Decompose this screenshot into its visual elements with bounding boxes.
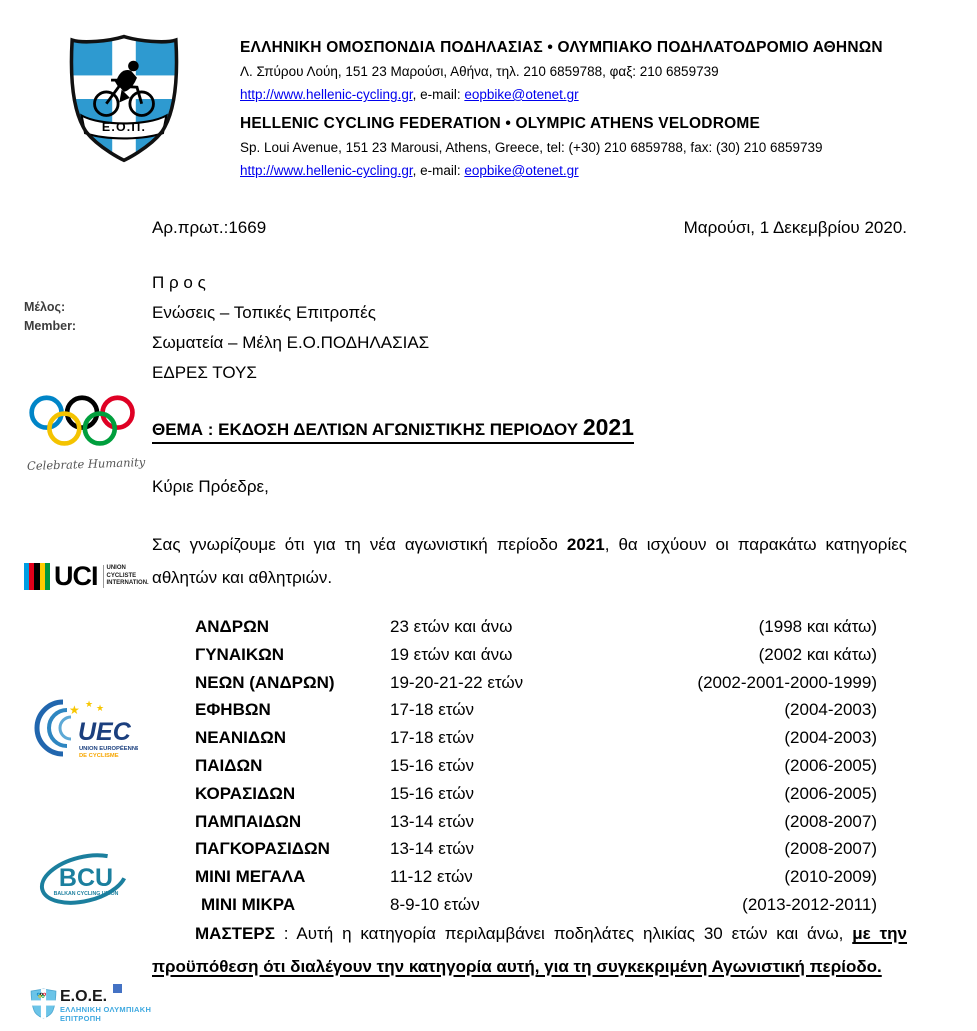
eoe-shield-icon (30, 988, 57, 1019)
website-link-greek[interactable]: http://www.hellenic-cycling.gr (240, 87, 413, 102)
category-age: 23 ετών και άνω (390, 617, 513, 636)
member-label-english: Member: (24, 319, 77, 333)
category-years: (1998 και κάτω) (758, 617, 877, 636)
eoe-subtitle-line1: ΕΛΛΗΝΙΚΗ ΟΛΥΜΠΙΑΚΗ (60, 1005, 152, 1014)
federation-address-english: Sp. Loui Avenue, 151 23 Marousi, Athens, Greece, tel: (+30) 210 6859788, fax: (30) 210 6859739 (240, 140, 823, 155)
category-name: ΜΙΝΙ ΜΕΓΑΛΑ (195, 867, 306, 887)
bcu-logo (36, 850, 136, 912)
uec-acronym: UEC (78, 718, 131, 746)
protocol-number: Αρ.πρωτ.:1669 (152, 218, 267, 237)
eoe-subtitle-line2: ΕΠΙΤΡΟΠΗ (60, 1014, 102, 1023)
category-years: (2006-2005) (784, 783, 877, 803)
member-label (24, 298, 76, 336)
svg-text:★: ★ (69, 703, 80, 717)
table-row (152, 752, 907, 780)
category-name: ΠΑΙΔΩΝ (195, 755, 263, 775)
website-link-english[interactable]: http://www.hellenic-cycling.gr (240, 163, 413, 178)
category-name: ΠΑΜΠΑΙΔΩΝ (195, 811, 302, 831)
category-years: (2006-2005) (784, 755, 877, 775)
categories-table (152, 613, 907, 919)
table-row (152, 891, 907, 919)
category-name: ΕΦΗΒΩΝ (195, 700, 271, 720)
category-years: (2004-2003) (784, 700, 877, 720)
recipient-block (152, 268, 429, 388)
category-years: (2013-2012-2011) (742, 894, 877, 914)
category-years: (2004-2003) (784, 728, 877, 748)
recipient-line: Ενώσεις – Τοπικές Επιτροπές (152, 303, 376, 322)
member-label-greek: Μέλος: (24, 300, 66, 314)
eoe-acronym: Ε.Ο.Ε. (60, 988, 108, 1005)
intro-paragraph: Σας γνωρίζουμε ότι για τη νέα αγωνιστική περίοδο 2021, θα ισχύουν οι παρακάτω κατηγορίες αθλητών και αθλητριών. (152, 535, 907, 587)
category-years: (2002 και κάτω) (758, 644, 877, 664)
uec-subtitle-line1: UNION EUROPÉENNE (79, 746, 138, 752)
table-row (152, 835, 907, 863)
category-name: ΓΥΝΑΙΚΩΝ (195, 644, 285, 664)
olympic-rings-logo (26, 393, 146, 474)
category-name: ΑΝΔΡΩΝ (195, 617, 270, 636)
category-age: 15-16 ετών (390, 783, 475, 803)
category-age: 13-14 ετών (390, 839, 475, 859)
recipient-line: Σωματεία – Μέλη Ε.Ο.ΠΟΔΗΛΑΣΙΑΣ (152, 333, 430, 352)
table-row (152, 808, 907, 836)
uci-logo (24, 563, 149, 590)
federation-address-greek: Λ. Σπύρου Λούη, 151 23 Μαρούσι, Αθήνα, τηλ. 210 6859788, φαξ: 210 6859739 (240, 64, 719, 79)
table-row (152, 669, 907, 697)
email-separator: , e-mail: (412, 87, 465, 102)
email-separator: , e-mail: (412, 163, 465, 178)
category-name: ΚΟΡΑΣΙΔΩΝ (195, 783, 296, 803)
greeting: Κύριε Πρόεδρε, (152, 477, 269, 496)
category-age: 19 ετών και άνω (390, 644, 513, 664)
uec-subtitle-line2: DE CYCLISME (79, 753, 119, 759)
to-label: Π ρ ο ς (152, 273, 206, 292)
category-name: ΝΕΑΝΙΔΩΝ (195, 728, 287, 748)
celebrate-humanity-caption: Celebrate Humanity (26, 454, 146, 474)
recipient-line: ΕΔΡΕΣ ΤΟΥΣ (152, 363, 257, 382)
category-age: 15-16 ετών (390, 755, 475, 775)
category-age: 17-18 ετών (390, 700, 475, 720)
category-years: (2002-2001-2000-1999) (697, 672, 877, 692)
bcu-acronym: BCU (58, 864, 114, 892)
category-age: 17-18 ετών (390, 728, 475, 748)
uci-acronym: UCI (54, 561, 98, 591)
category-name: ΠΑΓΚΟΡΑΣΙΔΩΝ (195, 839, 330, 859)
subject-text: ΘΕΜΑ : ΕΚΔΟΣΗ ΔΕΛΤΙΩΝ ΑΓΩΝΙΣΤΙΚΗΣ ΠΕΡΙΟΔΟΥ (152, 420, 583, 439)
email-link-greek[interactable]: eopbike@otenet.gr (464, 87, 579, 102)
svg-text:★: ★ (85, 699, 94, 709)
subject-line (152, 414, 634, 444)
uec-logo (33, 696, 138, 766)
table-row (152, 863, 907, 891)
table-row (152, 641, 907, 669)
olympic-rings-icon (27, 393, 139, 451)
category-years: (2008-2007) (784, 839, 877, 859)
bcu-subtitle: BALKAN CYCLING UNION (53, 891, 119, 897)
masters-label: ΜΑΣΤΕΡΣ (195, 924, 275, 943)
category-name: ΝΕΩΝ (ΑΝΔΡΩΝ) (195, 672, 335, 692)
uci-subtitle: UNION CYCLISTE INTERNATION. (103, 565, 149, 588)
letterhead (240, 36, 970, 182)
svg-text:★: ★ (96, 703, 105, 713)
eoe-logo (30, 988, 151, 1023)
category-age: 8-9-10 ετών (390, 894, 480, 914)
eop-federation-shield-logo (62, 33, 186, 165)
intro-year: 2021 (566, 535, 605, 554)
masters-paragraph: ΜΑΣΤΕΡΣ : Αυτή η κατηγορία περιλαμβάνει ποδηλάτες ηλικίας 30 ετών και άνω, με την προϋπόθεση ότι διαλέγουν την κατηγορία αυτή, για τη συγκεκριμένη Αγωνιστική περίοδο. (152, 924, 908, 976)
category-age: 19-20-21-22 ετών (390, 672, 524, 692)
letter-date: Μαρούσι, 1 Δεκεμβρίου 2020. (683, 218, 907, 237)
category-age: 13-14 ετών (390, 811, 475, 831)
uec-stars-icon (69, 699, 104, 717)
table-row (152, 696, 907, 724)
subject-year: 2021 (582, 414, 634, 440)
category-years: (2008-2007) (784, 811, 877, 831)
eop-logo-text: Ε.Ο.Π. (101, 119, 147, 134)
masters-emphasis: με την προϋπόθεση ότι διαλέγουν την κατηγορία αυτή, για τη συγκεκριμένη Αγωνιστική περίοδο. (152, 924, 908, 976)
federation-title-english: HELLENIC CYCLING FEDERATION • OLYMPIC ATHENS VELODROME (240, 115, 760, 132)
table-row (152, 613, 907, 641)
category-years: (2010-2009) (784, 867, 877, 887)
category-age: 11-12 ετών (390, 867, 473, 887)
federation-title-greek: ΕΛΛΗΝΙΚΗ ΟΜΟΣΠΟΝΔΙΑ ΠΟΔΗΛΑΣΙΑΣ • ΟΛΥΜΠΙΑΚΟ ΠΟΔΗΛΑΤΟΔΡΟΜΙΟ ΑΘΗΝΩΝ (240, 39, 883, 56)
table-row (152, 724, 907, 752)
email-link-english[interactable]: eopbike@otenet.gr (464, 163, 579, 178)
table-row (152, 780, 907, 808)
category-name: ΜΙΝΙ ΜΙΚΡΑ (201, 894, 296, 914)
uci-rainbow-stripes-icon (24, 563, 50, 590)
